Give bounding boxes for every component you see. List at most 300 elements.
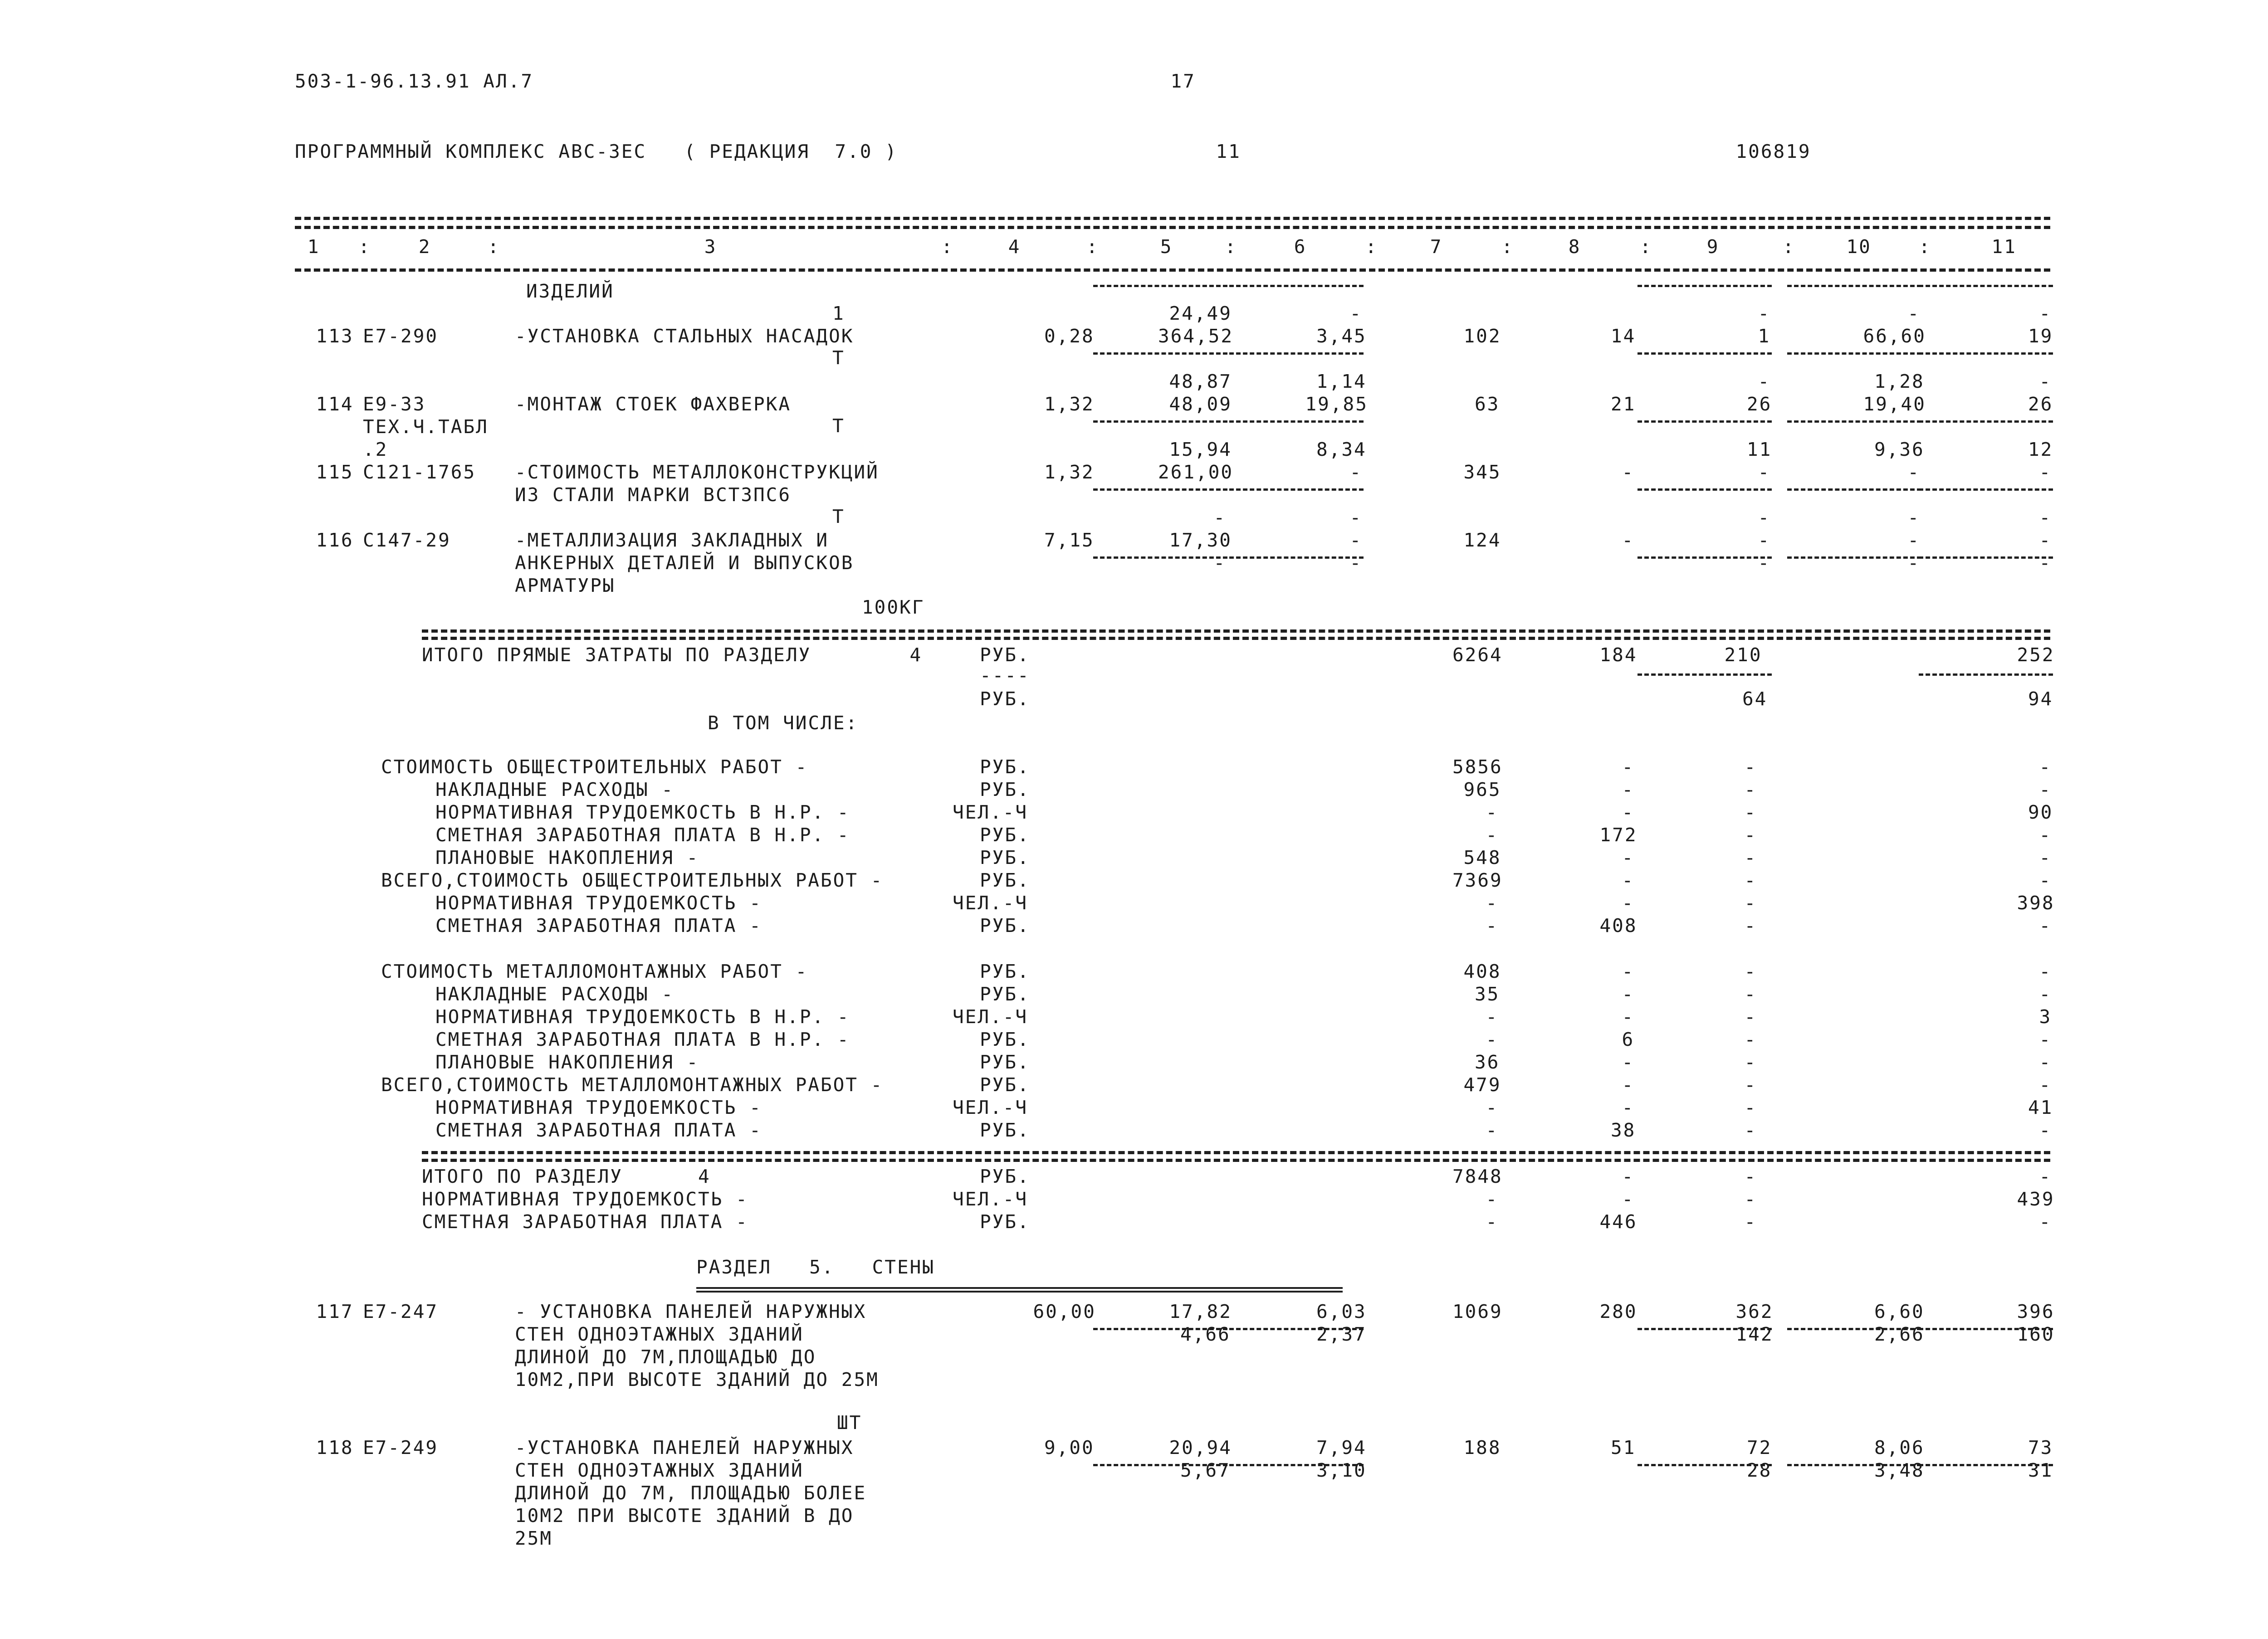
section-total-unit: РУБ. [980, 1166, 1030, 1187]
row-number: 113 [316, 325, 354, 347]
cell-c9: 72 [1747, 1437, 1772, 1459]
breakdown-c9: - [1744, 756, 1757, 778]
cell-c8: - [1622, 461, 1635, 483]
cell-c10: 66,60 [1863, 325, 1926, 347]
cell-below-c6: 3,10 [1316, 1459, 1367, 1481]
cell-c10: - [1907, 461, 1921, 483]
breakdown-c9: - [1744, 824, 1757, 846]
breakdown-c8: - [1622, 1051, 1635, 1073]
section-total-c7: 7848 [1452, 1166, 1503, 1187]
row-number: 116 [316, 529, 354, 551]
subrule [1637, 673, 1772, 676]
breakdown-c7: - [1486, 1029, 1499, 1050]
norm-code: Е7-249 [363, 1437, 439, 1459]
total-direct-unit: РУБ. [980, 644, 1030, 666]
subrule [1093, 420, 1227, 423]
breakdown-unit: РУБ. [980, 1029, 1030, 1050]
work-name: 10М2,ПРИ ВЫСОТЕ ЗДАНИЙ ДО 25М [515, 1369, 879, 1390]
quantity: 60,00 [1033, 1301, 1096, 1322]
breakdown-c11: - [2039, 983, 2052, 1005]
breakdown-c7: - [1486, 1097, 1499, 1118]
breakdown-label: НАКЛАДНЫЕ РАСХОДЫ - [435, 779, 674, 800]
row-number: 117 [316, 1301, 354, 1322]
row-number: 118 [316, 1437, 354, 1459]
cell-c7: 102 [1463, 325, 1501, 347]
section-total-label: НОРМАТИВНАЯ ТРУДОЕМКОСТЬ - [422, 1188, 748, 1210]
norm-code: Е7-290 [363, 325, 439, 347]
column-header-10: 10 [1846, 236, 1872, 258]
breakdown-c8: 408 [1599, 915, 1637, 937]
section-total-unit: ЧЕЛ.-Ч [953, 1188, 1028, 1210]
quantity: 7,15 [1044, 529, 1095, 551]
unit: ШТ [837, 1412, 862, 1434]
total-direct-unit-2: РУБ. [980, 688, 1030, 710]
cell-below-c9: - [1758, 552, 1771, 574]
breakdown-c7: - [1486, 915, 1499, 937]
section-tail-label: ИЗДЕЛИЙ [526, 280, 614, 302]
breakdown-c8: - [1622, 1074, 1635, 1096]
breakdown-label: НОРМАТИВНАЯ ТРУДОЕМКОСТЬ - [435, 1097, 762, 1118]
program-title: ПРОГРАММНЫЙ КОМПЛЕКС АВС-3ЕС ( РЕДАКЦИЯ 7.0 ) [295, 141, 898, 162]
subrule [1787, 556, 1921, 559]
subrule [1787, 285, 1921, 287]
cell-c6: - [1349, 529, 1363, 551]
cell-c5: 261,00 [1158, 461, 1234, 483]
cell-c6: 19,85 [1305, 393, 1368, 415]
column-header-5: 5 [1160, 236, 1173, 258]
breakdown-c11: - [2039, 869, 2052, 891]
breakdown-c7: - [1486, 824, 1499, 846]
cell-above-c6: 1,14 [1316, 371, 1367, 392]
cell-below-c10: - [1907, 552, 1921, 574]
work-name: ИЗ СТАЛИ МАРКИ ВСТ3ПС6 [515, 484, 792, 506]
table-top-rule [295, 217, 2050, 220]
breakdown-label: СТОИМОСТЬ ОБЩЕСТРОИТЕЛЬНЫХ РАБОТ - [381, 756, 808, 778]
cell-above-c6: - [1349, 507, 1363, 528]
cell-above-c9: - [1758, 371, 1771, 392]
breakdown-unit: РУБ. [980, 961, 1030, 982]
breakdown-label: СМЕТНАЯ ЗАРАБОТНАЯ ПЛАТА - [435, 915, 762, 937]
work-name: -УСТАНОВКА ПАНЕЛЕЙ НАРУЖНЫХ [515, 1437, 854, 1459]
cell-c11: - [2039, 529, 2052, 551]
section-total-c9: - [1744, 1188, 1757, 1210]
total-direct-c8: 184 [1599, 644, 1637, 666]
breakdown-unit: РУБ. [980, 983, 1030, 1005]
cell-below-c5: - [1213, 552, 1227, 574]
breakdown-c8: 38 [1611, 1119, 1636, 1141]
work-name: - УСТАНОВКА ПАНЕЛЕЙ НАРУЖНЫХ [515, 1301, 867, 1322]
subrule [1229, 488, 1364, 491]
section-total-c8: 446 [1599, 1211, 1637, 1233]
column-header-11: 11 [1991, 236, 2017, 258]
total-direct-label: ИТОГО ПРЯМЫЕ ЗАТРАТЫ ПО РАЗДЕЛУ [422, 644, 811, 666]
breakdown-c9: - [1744, 847, 1757, 868]
subrule [1919, 352, 2053, 355]
breakdown-c9: - [1744, 1006, 1757, 1028]
cell-above-c10: - [1907, 507, 1921, 528]
breakdown-c7: - [1486, 801, 1499, 823]
column-separator: : [1501, 236, 1514, 258]
norm-code: Е9-33 [363, 393, 426, 415]
norm-code: Е7-247 [363, 1301, 439, 1322]
breakdown-c11: - [2039, 824, 2052, 846]
unit: Т [832, 506, 845, 527]
cell-c5: 364,52 [1158, 325, 1234, 347]
cell-c11: - [2039, 461, 2052, 483]
cell-above-c6: 8,34 [1316, 439, 1367, 460]
cell-c7: 124 [1463, 529, 1501, 551]
column-separator: : [1225, 236, 1237, 258]
breakdown-c9: - [1744, 892, 1757, 914]
breakdown-c8: - [1622, 892, 1635, 914]
cell-above-c9: - [1758, 302, 1771, 324]
breakdown-c9: - [1744, 915, 1757, 937]
cell-above-c5: 24,49 [1169, 302, 1232, 324]
cell-c5: 20,94 [1169, 1437, 1232, 1459]
work-name: АРМАТУРЫ [515, 575, 616, 596]
work-name: -УСТАНОВКА СТАЛЬНЫХ НАСАДОК [515, 325, 854, 347]
row-number: 114 [316, 393, 354, 415]
breakdown-c7: 479 [1463, 1074, 1501, 1096]
cell-c8: 51 [1611, 1437, 1636, 1459]
breakdown-c8: - [1622, 779, 1635, 800]
breakdown-c11: 90 [2028, 801, 2053, 823]
breakdown-c7: 35 [1475, 983, 1500, 1005]
breakdown-c9: - [1744, 1074, 1757, 1096]
breakdown-c7: 7369 [1452, 869, 1503, 891]
cell-below-c11: 160 [2017, 1323, 2055, 1345]
breakdown-unit: ЧЕЛ.-Ч [953, 801, 1028, 823]
cell-c7: 63 [1475, 393, 1500, 415]
column-header-2: 2 [418, 236, 431, 258]
breakdown-c11: - [2039, 915, 2052, 937]
column-separator: : [1365, 236, 1378, 258]
work-name: АНКЕРНЫХ ДЕТАЛЕЙ И ВЫПУСКОВ [515, 552, 854, 574]
unit-above: 1 [832, 302, 845, 324]
work-name: 10М2 ПРИ ВЫСОТЕ ЗДАНИЙ В ДО [515, 1505, 854, 1527]
sheet-number: 11 [1216, 141, 1241, 162]
cell-c6: 7,94 [1316, 1437, 1367, 1459]
cell-c10: 6,60 [1874, 1301, 1925, 1322]
work-name: ДЛИНОЙ ДО 7М, ПЛОЩАДЬЮ БОЛЕЕ [515, 1482, 867, 1504]
breakdown-label: СМЕТНАЯ ЗАРАБОТНАЯ ПЛАТА - [435, 1119, 762, 1141]
breakdown-c7: 548 [1463, 847, 1501, 868]
column-header-4: 4 [1008, 236, 1021, 258]
subrule [1229, 352, 1364, 355]
breakdown-c9: - [1744, 983, 1757, 1005]
breakdown-c9: - [1744, 801, 1757, 823]
cell-c10: 8,06 [1874, 1437, 1925, 1459]
breakdown-c11: - [2039, 756, 2052, 778]
breakdown-label: СТОИМОСТЬ МЕТАЛЛОМОНТАЖНЫХ РАБОТ - [381, 961, 808, 982]
breakdown-c8: - [1622, 1006, 1635, 1028]
norm-code: С147-29 [363, 529, 451, 551]
breakdown-c7: 408 [1463, 961, 1501, 982]
section-total-c7: - [1486, 1188, 1499, 1210]
breakdown-c7: 965 [1463, 779, 1501, 800]
quantity: 1,32 [1044, 393, 1095, 415]
column-separator: : [488, 236, 500, 258]
cell-c8: 14 [1611, 325, 1636, 347]
section-total-rule-2 [422, 1159, 2050, 1162]
breakdown-c8: 172 [1599, 824, 1637, 846]
breakdown-c11: - [2039, 1051, 2052, 1073]
breakdown-c8: - [1622, 1097, 1635, 1118]
cell-above-c10: 1,28 [1874, 371, 1925, 392]
row-number: 115 [316, 461, 354, 483]
cell-c5: 48,09 [1169, 393, 1232, 415]
breakdown-c11: 3 [2039, 1006, 2052, 1028]
column-header-9: 9 [1706, 236, 1720, 258]
subrule [1229, 556, 1364, 559]
work-name: СТЕН ОДНОЭТАЖНЫХ ЗДАНИЙ [515, 1323, 804, 1345]
cell-c9: - [1758, 529, 1771, 551]
quantity: 9,00 [1044, 1437, 1095, 1459]
cell-c8: 21 [1611, 393, 1636, 415]
cell-c8: - [1622, 529, 1635, 551]
column-header-6: 6 [1294, 236, 1307, 258]
column-header-7: 7 [1430, 236, 1443, 258]
cell-above-c5: 48,87 [1169, 371, 1232, 392]
unit: 100КГ [862, 596, 925, 618]
quantity: 0,28 [1044, 325, 1095, 347]
work-name: ДЛИНОЙ ДО 7М,ПЛОЩАДЬЮ ДО [515, 1346, 816, 1368]
cell-c9: 1 [1758, 325, 1771, 347]
breakdown-label: НАКЛАДНЫЕ РАСХОДЫ - [435, 983, 674, 1005]
cell-above-c11: - [2039, 371, 2052, 392]
cell-above-c5: 15,94 [1169, 439, 1232, 460]
column-separator: : [1086, 236, 1099, 258]
cell-above-c5: - [1213, 507, 1227, 528]
cell-c9: 362 [1735, 1301, 1774, 1322]
breakdown-label: НОРМАТИВНАЯ ТРУДОЕМКОСТЬ В Н.Р. - [435, 1006, 850, 1028]
subrule [1637, 420, 1772, 423]
column-separator: : [1783, 236, 1795, 258]
subrule [1787, 420, 1921, 423]
column-separator: : [1640, 236, 1652, 258]
breakdown-c7: 36 [1475, 1051, 1500, 1073]
norm-code: ТЕХ.Ч.ТАБЛ [363, 416, 489, 438]
breakdown-c9: - [1744, 1029, 1757, 1050]
subrule [1637, 285, 1772, 287]
cell-c9: - [1758, 461, 1771, 483]
section-total-label: ИТОГО ПО РАЗДЕЛУ 4 [422, 1166, 711, 1187]
breakdown-c7: - [1486, 1119, 1499, 1141]
cell-c11: 19 [2028, 325, 2053, 347]
breakdown-c8: - [1622, 983, 1635, 1005]
breakdown-unit: ЧЕЛ.-Ч [953, 1006, 1028, 1028]
section-total-c11: 439 [2017, 1188, 2055, 1210]
column-separator: : [358, 236, 371, 258]
cell-below-c5: 4,66 [1180, 1323, 1231, 1345]
breakdown-c11: 41 [2028, 1097, 2053, 1118]
section-total-c7: - [1486, 1211, 1499, 1233]
norm-code: .2 [363, 439, 388, 460]
section-total-rule [422, 1151, 2050, 1154]
section-total-c9: - [1744, 1211, 1757, 1233]
cell-c5: 17,30 [1169, 529, 1232, 551]
section-total-c8: - [1622, 1166, 1635, 1187]
breakdown-c8: - [1622, 756, 1635, 778]
norm-code: С121-1765 [363, 461, 476, 483]
subrule [1787, 352, 1921, 355]
breakdown-c11: - [2039, 1074, 2052, 1096]
cell-c7: 1069 [1452, 1301, 1503, 1322]
breakdown-unit: ЧЕЛ.-Ч [953, 892, 1028, 914]
cell-c7: 345 [1463, 461, 1501, 483]
breakdown-c9: - [1744, 1097, 1757, 1118]
cell-above-c9: - [1758, 507, 1771, 528]
column-header-3: 3 [704, 236, 717, 258]
breakdown-label: ВСЕГО,СТОИМОСТЬ ОБЩЕСТРОИТЕЛЬНЫХ РАБОТ - [381, 869, 884, 891]
column-header-1: 1 [307, 236, 320, 258]
subrule [1637, 556, 1772, 559]
breakdown-label: НОРМАТИВНАЯ ТРУДОЕМКОСТЬ В Н.Р. - [435, 801, 850, 823]
total-direct-c7: 6264 [1452, 644, 1503, 666]
total-direct-c11: 252 [2017, 644, 2055, 666]
breakdown-unit: РУБ. [980, 824, 1030, 846]
cell-below-c10: 3,48 [1874, 1459, 1925, 1481]
page-number: 17 [1170, 70, 1196, 92]
breakdown-label: НОРМАТИВНАЯ ТРУДОЕМКОСТЬ - [435, 892, 762, 914]
breakdown-c11: - [2039, 779, 2052, 800]
breakdown-label: СМЕТНАЯ ЗАРАБОТНАЯ ПЛАТА В Н.Р. - [435, 1029, 850, 1050]
cell-c10: 19,40 [1863, 393, 1926, 415]
breakdown-c9: - [1744, 1051, 1757, 1073]
breakdown-c9: - [1744, 779, 1757, 800]
work-name: -МОНТАЖ СТОЕК ФАХВЕРКА [515, 393, 792, 415]
breakdown-c11: - [2039, 847, 2052, 868]
section-total-c11: - [2039, 1166, 2052, 1187]
subrule [1787, 488, 1921, 491]
breakdown-c8: - [1622, 869, 1635, 891]
cell-c11: 26 [2028, 393, 2053, 415]
breakdown-unit: РУБ. [980, 869, 1030, 891]
total-rule-2 [422, 637, 2050, 640]
cell-below-c9: 28 [1747, 1459, 1772, 1481]
total-rule [422, 629, 2050, 633]
breakdown-unit: РУБ. [980, 779, 1030, 800]
breakdown-unit: РУБ. [980, 847, 1030, 868]
subrule [1637, 352, 1772, 355]
breakdown-c9: - [1744, 869, 1757, 891]
breakdown-c7: 5856 [1452, 756, 1503, 778]
cell-c11: 73 [2028, 1437, 2053, 1459]
cell-above-c11: - [2039, 507, 2052, 528]
breakdown-c11: - [2039, 1029, 2052, 1050]
table-header-bottom-rule [295, 268, 2050, 272]
subrule [1093, 352, 1227, 355]
section-total-c11: - [2039, 1211, 2052, 1233]
breakdown-unit: РУБ. [980, 756, 1030, 778]
cell-above-c10: 9,36 [1874, 439, 1925, 460]
subrule [1093, 285, 1227, 287]
work-name: -МЕТАЛЛИЗАЦИЯ ЗАКЛАДНЫХ И [515, 529, 829, 551]
section-total-label: СМЕТНАЯ ЗАРАБОТНАЯ ПЛАТА - [422, 1211, 748, 1233]
subrule [1919, 556, 2053, 559]
unit: Т [832, 415, 845, 437]
breakdown-c8: - [1622, 801, 1635, 823]
cell-below-c9: 142 [1735, 1323, 1774, 1345]
breakdown-label: ПЛАНОВЫЕ НАКОПЛЕНИЯ - [435, 847, 699, 868]
subrule [1637, 488, 1772, 491]
cell-above-c9: 11 [1747, 439, 1772, 460]
cell-below-c11: 31 [2028, 1459, 2053, 1481]
cell-below-c10: 2,66 [1874, 1323, 1925, 1345]
breakdown-c7: - [1486, 892, 1499, 914]
cell-c6: - [1349, 461, 1363, 483]
cell-below-c11: - [2039, 552, 2052, 574]
cell-below-c6: 2,37 [1316, 1323, 1367, 1345]
unit: Т [832, 347, 845, 369]
including-label: В ТОМ ЧИСЛЕ: [708, 712, 859, 734]
breakdown-unit: РУБ. [980, 915, 1030, 937]
cell-c7: 188 [1463, 1437, 1501, 1459]
quantity: 1,32 [1044, 461, 1095, 483]
doc-code: 503-1-96.13.91 АЛ.7 [295, 70, 533, 92]
cell-c11: 396 [2017, 1301, 2055, 1322]
subrule [1919, 285, 2053, 287]
work-name: СТЕН ОДНОЭТАЖНЫХ ЗДАНИЙ [515, 1459, 804, 1481]
column-separator: : [941, 236, 954, 258]
subrule [1093, 488, 1227, 491]
breakdown-label: ПЛАНОВЫЕ НАКОПЛЕНИЯ - [435, 1051, 699, 1073]
cell-below-c5: 5,67 [1180, 1459, 1231, 1481]
section-total-unit: РУБ. [980, 1211, 1030, 1233]
breakdown-c11: 398 [2017, 892, 2055, 914]
subrule [1229, 420, 1364, 423]
cell-below-c6: - [1349, 552, 1363, 574]
total-direct-section: 4 [909, 644, 923, 666]
subrule [1919, 420, 2053, 423]
breakdown-label: ВСЕГО,СТОИМОСТЬ МЕТАЛЛОМОНТАЖНЫХ РАБОТ - [381, 1074, 884, 1096]
cell-c9: 26 [1747, 393, 1772, 415]
total-direct-c9-2: 64 [1742, 688, 1768, 710]
cell-above-c11: 12 [2028, 439, 2053, 460]
section-title-underline [696, 1287, 1343, 1293]
breakdown-unit: РУБ. [980, 1074, 1030, 1096]
cell-c8: 280 [1599, 1301, 1637, 1322]
section-total-c8: - [1622, 1188, 1635, 1210]
cell-c5: 17,82 [1169, 1301, 1232, 1322]
subrule [1919, 673, 2053, 676]
cell-c10: - [1907, 529, 1921, 551]
total-direct-c9: 210 [1724, 644, 1762, 666]
column-separator: : [1919, 236, 1931, 258]
total-direct-c11-2: 94 [2028, 688, 2053, 710]
breakdown-c9: - [1744, 1119, 1757, 1141]
breakdown-unit: РУБ. [980, 1119, 1030, 1141]
breakdown-label: СМЕТНАЯ ЗАРАБОТНАЯ ПЛАТА В Н.Р. - [435, 824, 850, 846]
work-name: 25М [515, 1527, 553, 1549]
section-total-c9: - [1744, 1166, 1757, 1187]
cell-above-c10: - [1907, 302, 1921, 324]
section-5-title: РАЗДЕЛ 5. СТЕНЫ [696, 1256, 935, 1278]
breakdown-unit: РУБ. [980, 1051, 1030, 1073]
breakdown-unit: ЧЕЛ.-Ч [953, 1097, 1028, 1118]
breakdown-c7: - [1486, 1006, 1499, 1028]
breakdown-c11: - [2039, 961, 2052, 982]
breakdown-c8: - [1622, 961, 1635, 982]
unit-dash: ---- [980, 664, 1030, 686]
document-id: 106819 [1735, 141, 1811, 162]
breakdown-c11: - [2039, 1119, 2052, 1141]
subrule [1093, 556, 1227, 559]
cell-c6: 3,45 [1316, 325, 1367, 347]
column-header-8: 8 [1568, 236, 1581, 258]
breakdown-c8: 6 [1622, 1029, 1635, 1050]
breakdown-c8: - [1622, 847, 1635, 868]
